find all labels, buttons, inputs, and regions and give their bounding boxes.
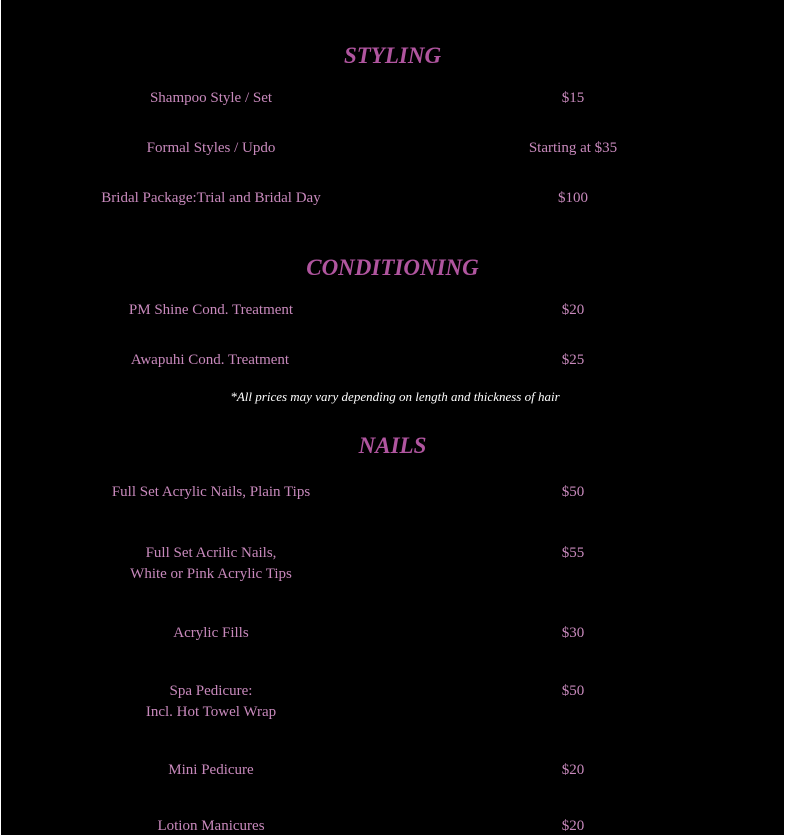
service-name-line: White or Pink Acrylic Tips [130,566,292,582]
service-price: $15 [561,90,585,106]
service-price: $20 [561,818,585,834]
service-name-line: Spa Pedicure: [169,683,253,699]
service-name: Lotion Manicures [157,818,265,834]
service-price: $55 [561,545,585,561]
service-name: Full Set Acrylic Nails, Plain Tips [111,484,311,500]
nails-heading: NAILS [358,433,427,458]
service-name: PM Shine Cond. Treatment [128,302,294,318]
service-name [61,543,361,585]
service-price: $50 [561,484,585,500]
service-name: Bridal Package:Trial and Bridal Day [101,190,321,206]
price-disclaimer: *All prices may vary depending on length and thickness of hair [230,389,560,404]
service-name: Mini Pedicure [168,762,254,778]
service-price: Starting at $35 [528,140,618,156]
service-name: Shampoo Style / Set [149,90,273,106]
service-price: $100 [558,190,588,206]
service-name-line: Incl. Hot Towel Wrap [145,704,277,720]
conditioning-heading: CONDITIONING [306,255,479,280]
service-price: $20 [561,762,585,778]
price-list-page [1,0,784,835]
service-name: Awapuhi Cond. Treatment [130,352,290,368]
service-name: Formal Styles / Updo [146,140,276,156]
service-price: $20 [561,302,585,318]
styling-heading: STYLING [343,43,442,68]
service-price: $25 [561,352,585,368]
service-price: $30 [561,625,585,641]
service-price: $50 [561,683,585,699]
service-name: Acrylic Fills [173,625,249,641]
service-name [61,681,361,723]
service-name-line: Full Set Acrilic Nails, [145,545,277,561]
